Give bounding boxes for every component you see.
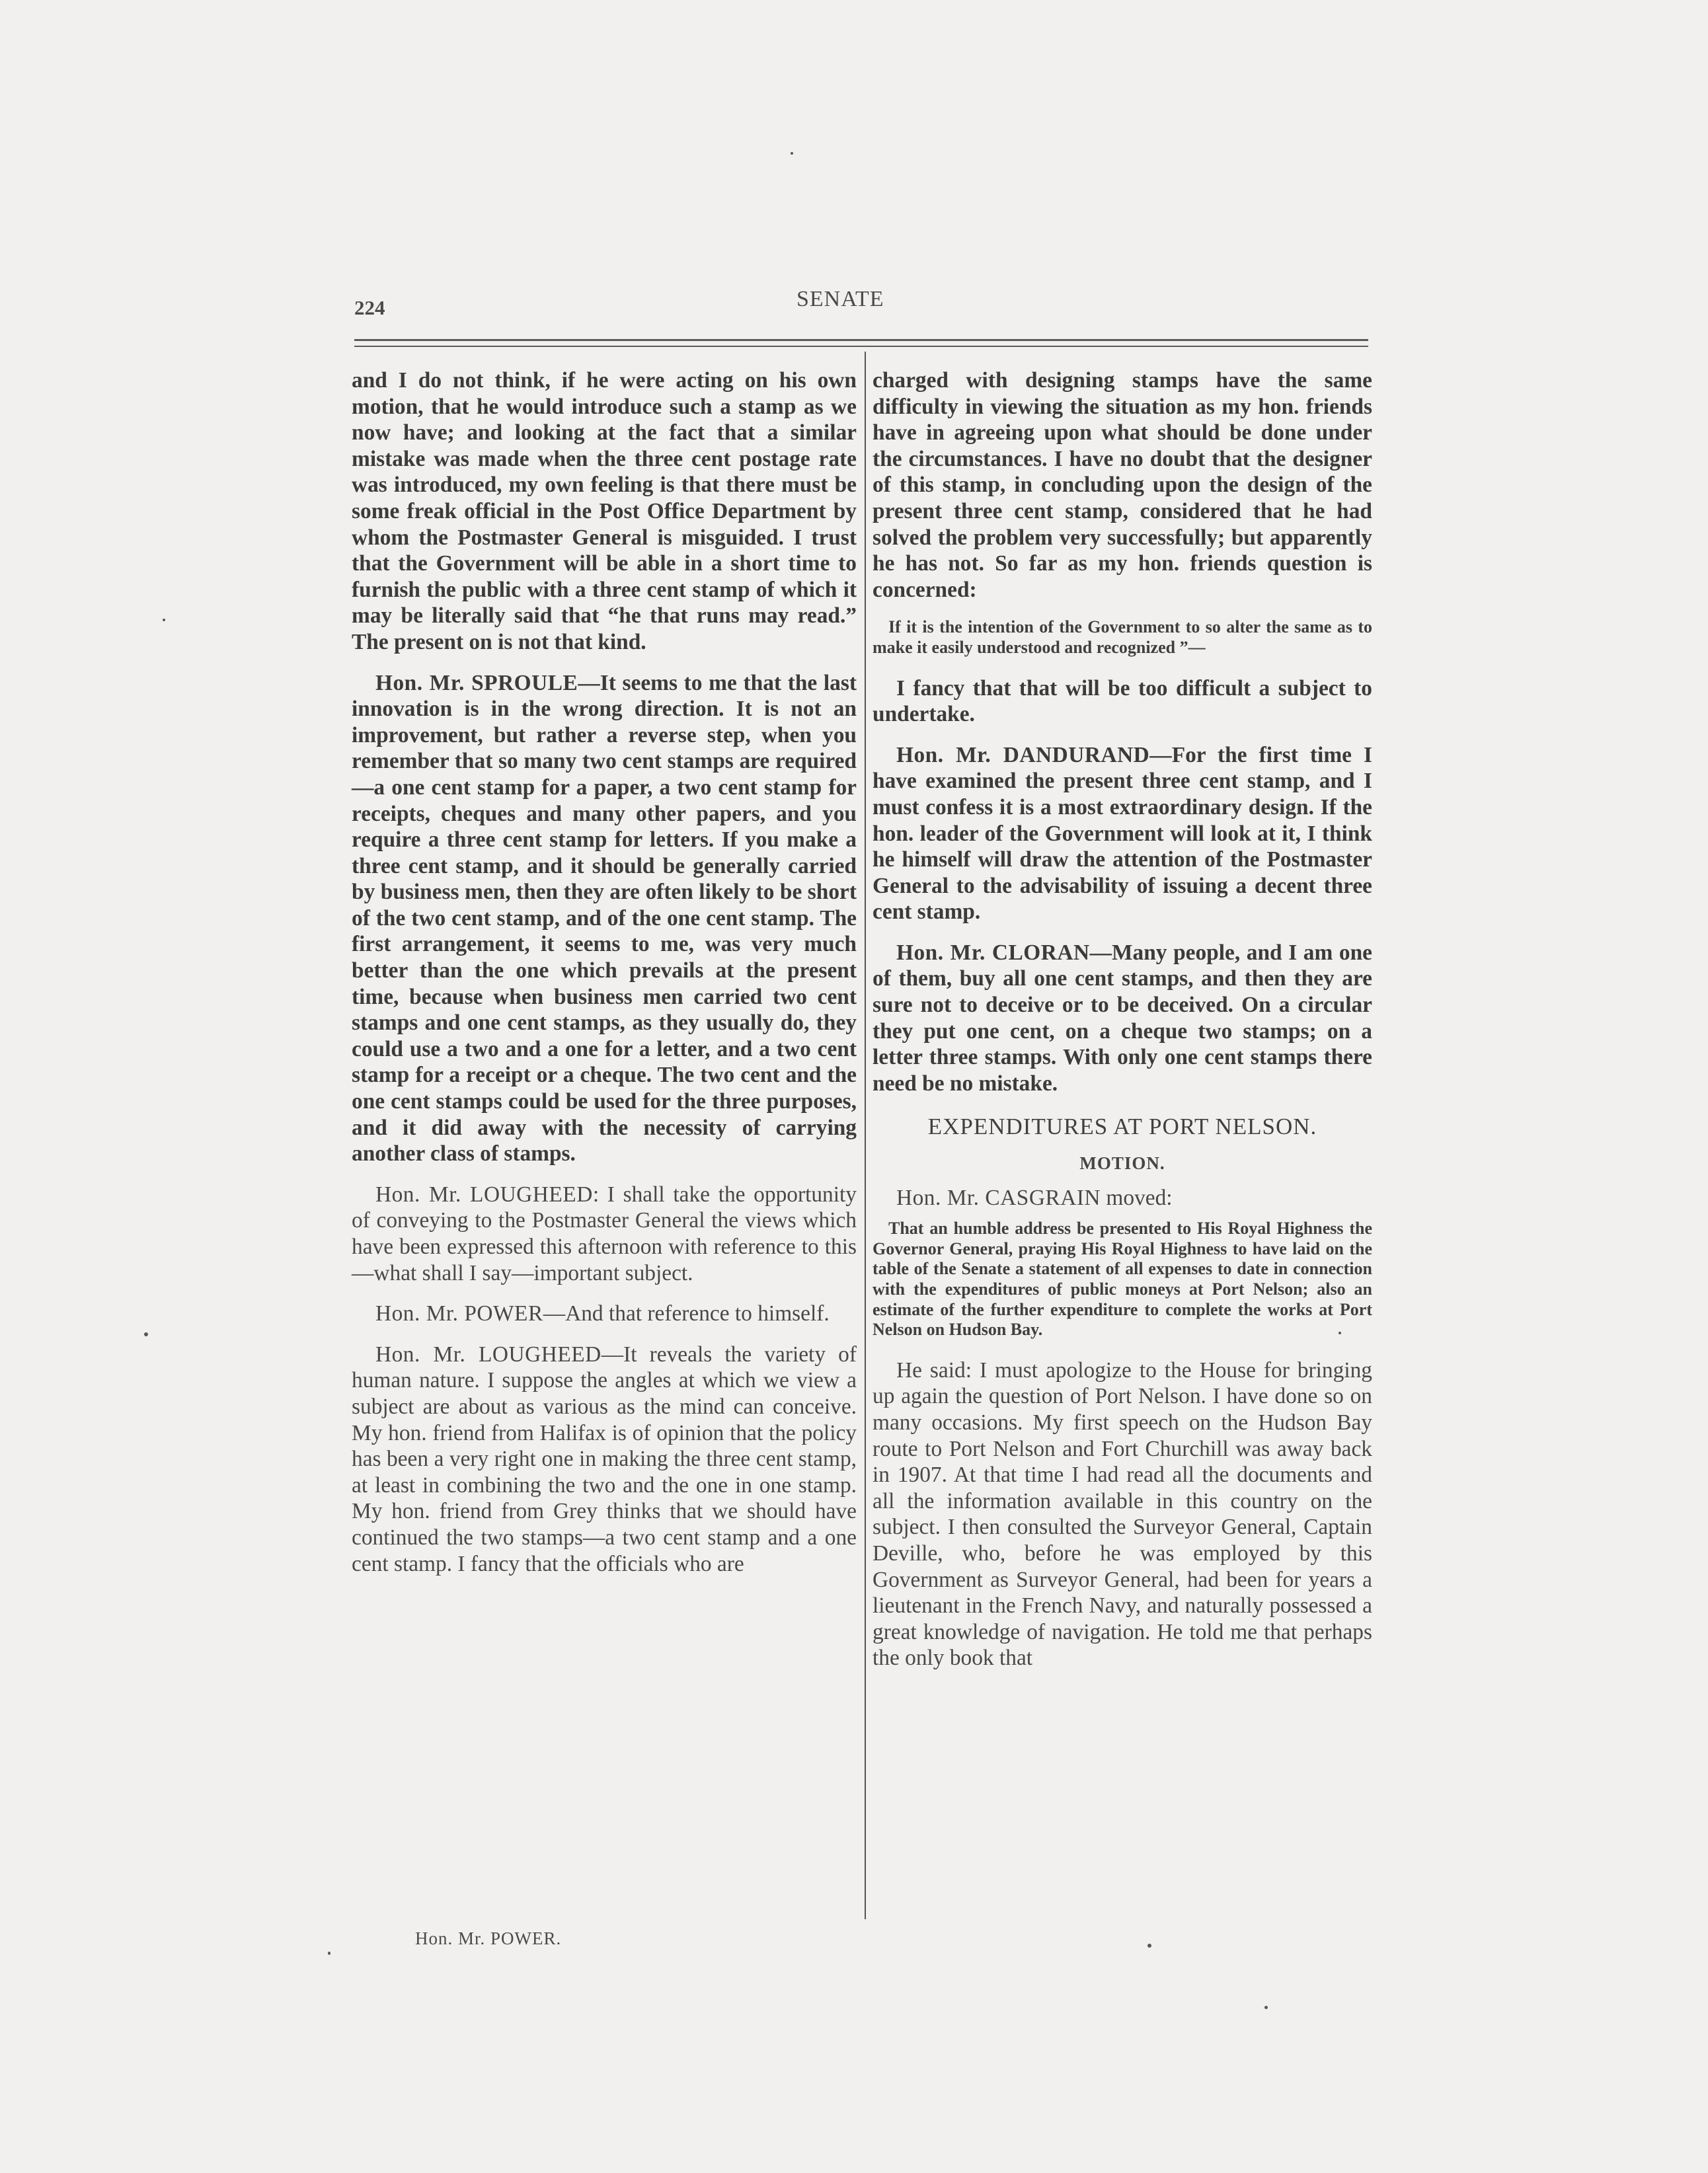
speech-text: —For the first time I have examined the present three cent stamp, and I must confess it is a most extraordinary design. If the hon. leader of the Government will look at it, I think he himself will draw the attention of the Postmaster General to the advisability of issuing a decent three cent stamp. <box>873 742 1372 925</box>
paragraph: charged with designing stamps have the same difficulty in viewing the situation as my hon. friends have in agreeing upon what should be done under the circumstances. I have no doubt that the designer of this stamp, in concluding upon the design of the present three cent stamp, considered that he had solved the problem very successfully; but apparently he has not. So far as my hon. friends question is concerned: <box>873 368 1372 602</box>
speaker-name: Hon. Mr. SPROULE <box>375 670 578 695</box>
scan-speck <box>791 152 793 155</box>
motion-text: That an humble address be presented to His Royal Highness the Governor General, praying His Royal Highness to have laid on the table of the Senate a statement of all expenses to date in connection with the expenditures of public moneys at Port Nelson; also an estimate of the further expenditure to complete the works at Port Nelson on Hudson Bay. <box>873 1219 1372 1340</box>
column-divider <box>865 352 866 1919</box>
paragraph <box>873 742 1372 925</box>
left-column <box>352 367 857 1591</box>
page-footer: Hon. Mr. POWER. <box>415 1928 562 1948</box>
speaker-name: Hon. Mr. POWER <box>375 1301 543 1326</box>
speech-text: —It seems to me that the last innovation is in the wrong direction. It is not an improvement, but rather a reverse step, when you remember that so many two cent stamps are required—a one cent stamp for a paper, a two cent stamp for receipts, cheques and many other papers, and you require a three cent stamp for letters. If you make a three cent stamp, and it should be generally carried by business men, then they are often likely to be short of the two cent stamp, and of the one cent stamp. The first arrangement, it seems to me, was very much better than the one which prevails at the present time, because when business men carried two cent stamps and one cent stamps, as they usually do, they could use a two and a one for a letter, and a two cent stamp for a receipt or a cheque. The two cent and the one cent stamps could be used for the three purposes, and it did away with the necessity of carrying another class of stamps. <box>352 670 857 1166</box>
paragraph <box>352 1342 857 1577</box>
paragraph <box>352 1182 857 1286</box>
paragraph: He said: I must apologize to the House for bringing up again the question of Port Nelson. I have done so on many occasions. My first speech on the Hudson Bay route to Port Nelson and Fort Churchill was away back in 1907. At that time I had read all the documents and all the information available in this country on the subject. I then consulted the Surveyor General, Captain Deville, who, before he was employed by this Government as Surveyor General, had been for years a lieutenant in the French Navy, and naturally possessed a great knowledge of navigation. He told me that perhaps the only book that <box>873 1357 1372 1671</box>
paragraph: I fancy that that will be too difficult a subject to undertake. <box>873 675 1372 727</box>
speaker-name: Hon. Mr. CLORAN <box>896 940 1090 965</box>
paragraph <box>352 1301 857 1327</box>
scan-speck <box>1147 1944 1151 1948</box>
speaker-name: Hon. Mr. DANDURAND <box>896 742 1150 767</box>
paragraph <box>873 1185 1372 1211</box>
scan-speck <box>1264 2006 1268 2009</box>
scan-speck <box>144 1332 148 1336</box>
speech-text: —It reveals the variety of human nature. I suppose the angles at which we view a subject are about as various as the mind can conceive. My hon. friend from Halifax is of opinion that the policy has been a very right one in making the three cent stamp, at least in combining the two and the one in one stamp. My hon. friend from Grey thinks that we should have continued the two stamps—a two cent stamp and a one cent stamp. I fancy that the officials who are <box>352 1342 857 1576</box>
section-subheading: MOTION. <box>1079 1153 1165 1174</box>
speech-text: moved: <box>1101 1185 1173 1210</box>
speech-text: : I shall take the opportunity of conveying to the Postmaster General the views which have been expressed this afternoon with reference to this —what shall I say—important subject. <box>352 1182 857 1285</box>
speaker-name: Hon. Mr. CASGRAIN <box>896 1185 1101 1210</box>
speaker-name: Hon. Mr. LOUGHEED <box>375 1182 593 1207</box>
scan-speck <box>163 619 165 621</box>
paragraph <box>873 940 1372 1097</box>
speech-text: —And that reference to himself. <box>543 1301 830 1326</box>
header-rule <box>354 339 1368 341</box>
section-heading: EXPENDITURES AT PORT NELSON. <box>927 1114 1317 1140</box>
right-column <box>873 367 1372 1686</box>
page-title: SENATE <box>796 287 884 311</box>
paragraph <box>352 670 857 1167</box>
page-number: 224 <box>354 296 385 319</box>
header-rule <box>354 346 1368 347</box>
speech-text: —Many people, and I am one of them, buy all one cent stamps, and then they are sure not to deceive or to be deceived. On a circular they put one cent, on a cheque two stamps; on a letter three stamps. With only one cent stamps there need be no mistake. <box>873 940 1372 1096</box>
quoted-question: If it is the intention of the Government to so alter the same as to make it easily understood and recognized ”— <box>873 617 1372 657</box>
paragraph: and I do not think, if he were acting on his own motion, that he would introduce such a stamp as we now have; and looking at the fact that a similar mistake was made when the three cent postage rate was introduced, my own feeling is that there must be some freak official in the Post Office Department by whom the Postmaster General is misguided. I trust that the Government will be able in a short time to furnish the public with a three cent stamp of which it may be literally said that “he that runs may read.” The present on is not that kind. <box>352 368 857 654</box>
speaker-name: Hon. Mr. LOUGHEED <box>375 1342 602 1367</box>
scan-speck <box>328 1952 330 1955</box>
